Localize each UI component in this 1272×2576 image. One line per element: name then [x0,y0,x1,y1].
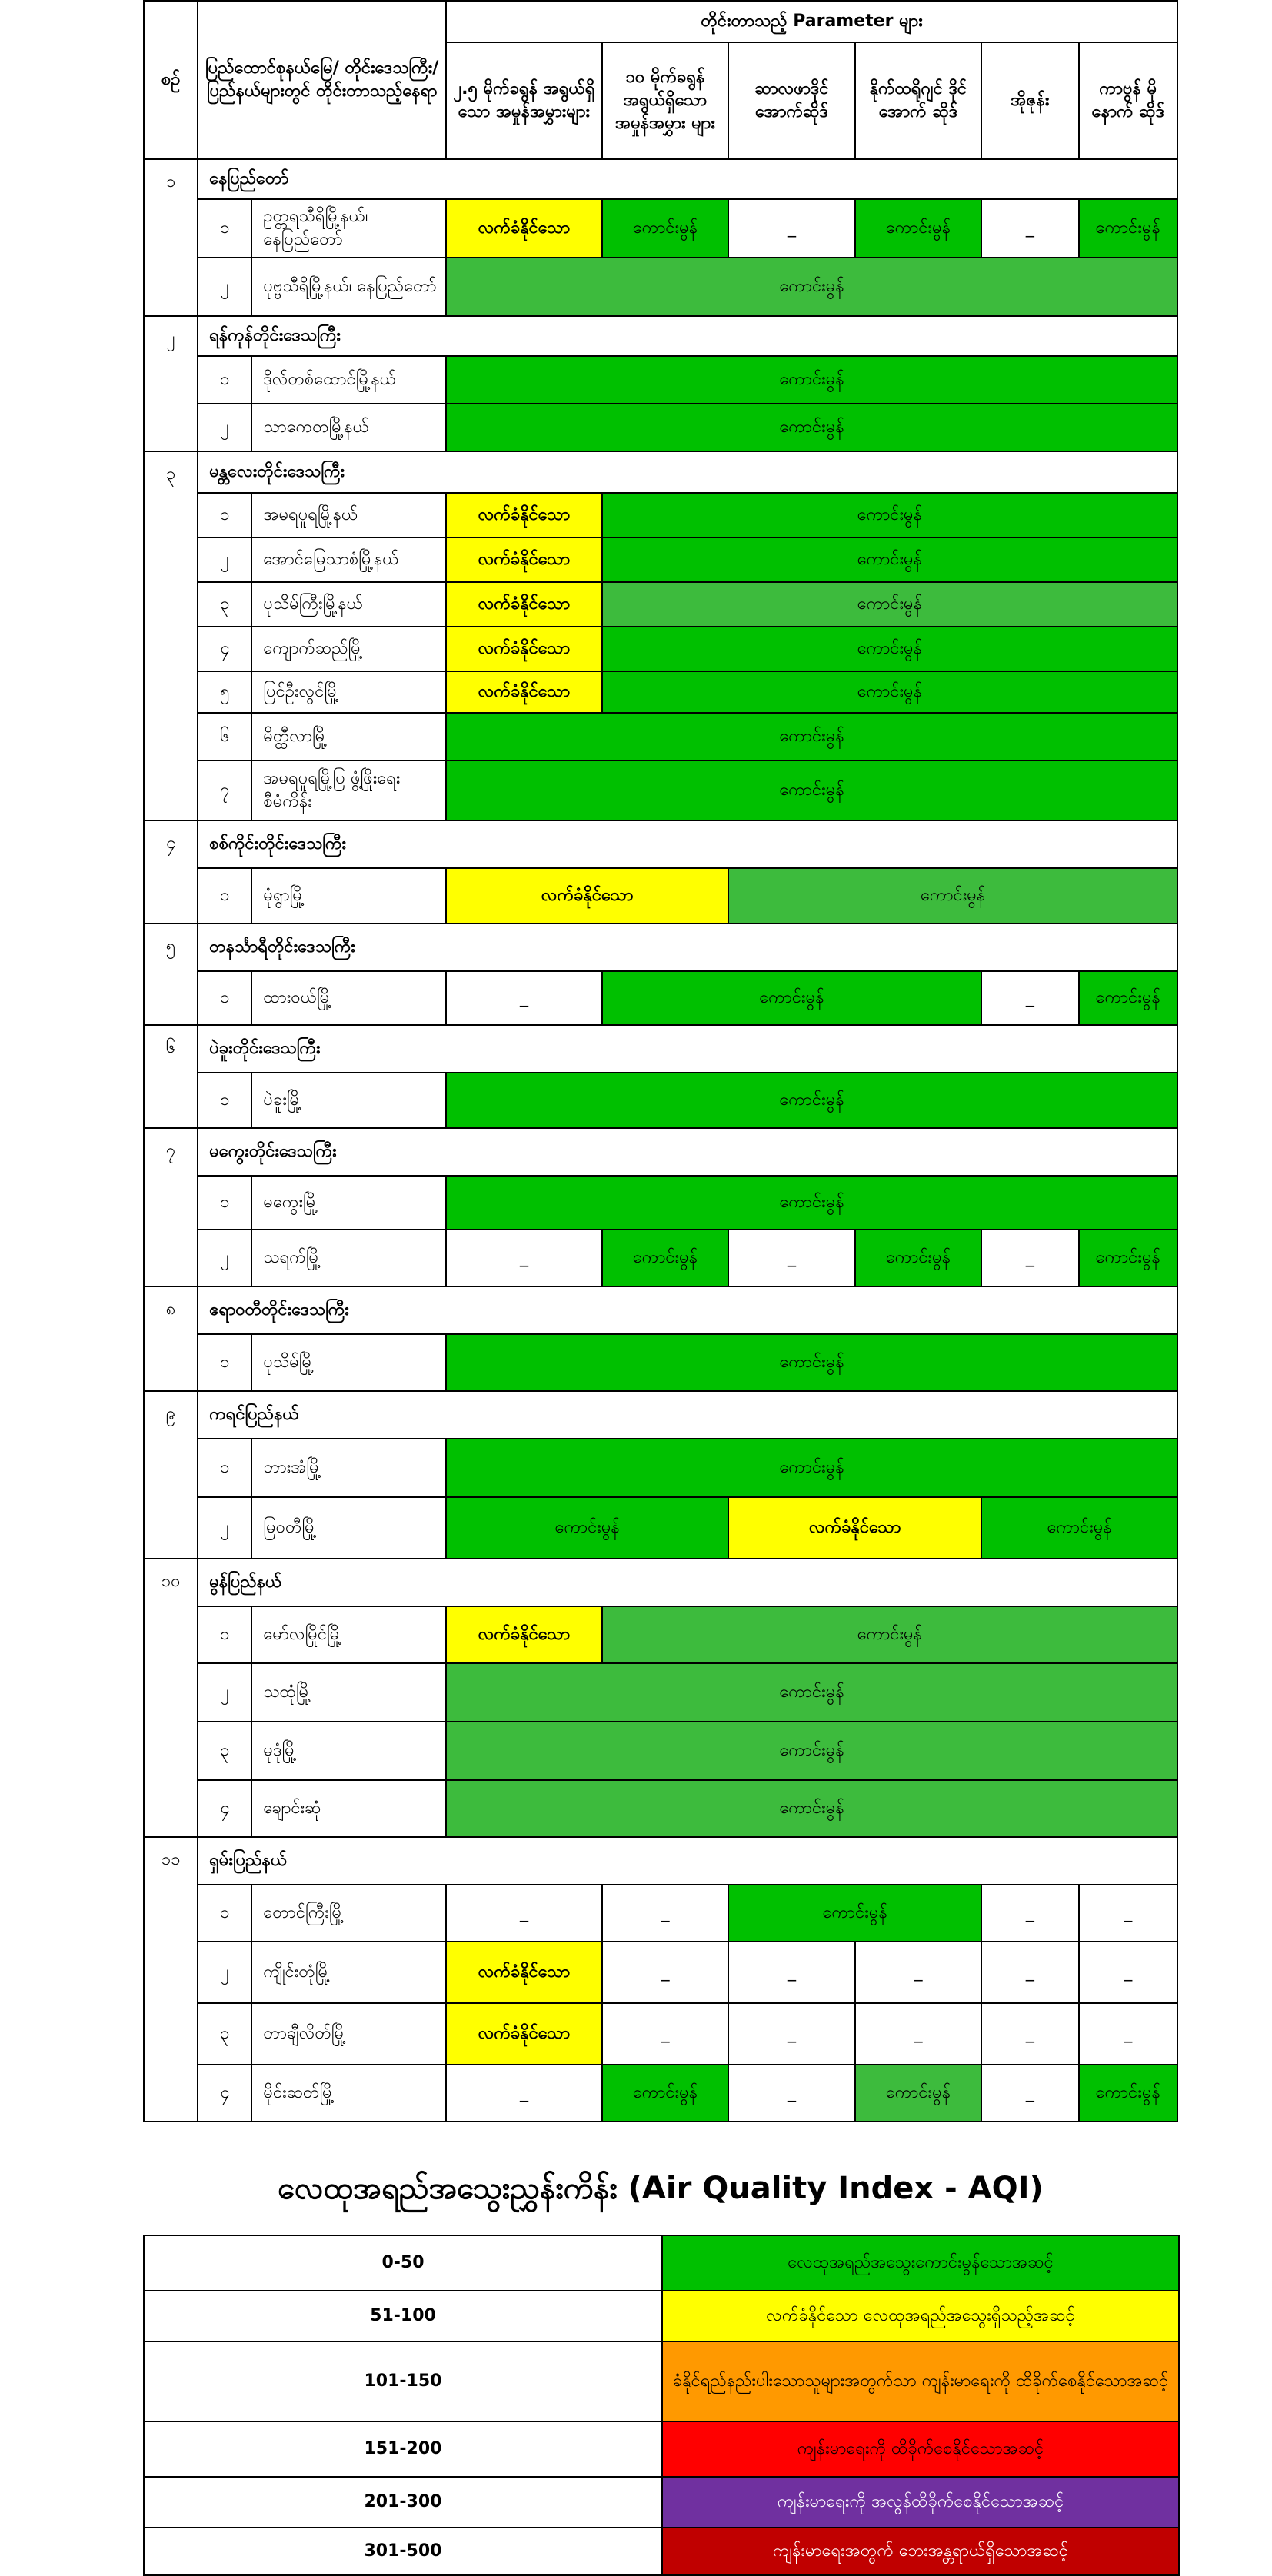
value-cell: လက်ခံနိုင်သော [446,868,728,924]
site-no: ၁ [198,1439,251,1497]
aqi-range: 301-500 [144,2528,662,2575]
site-name: တာချီလိတ်မြို့ [251,2003,446,2065]
value-cell: _ [602,1942,728,2003]
site-no: ၄ [198,1780,251,1837]
aqi-description: လက်ခံနိုင်သော လေထုအရည်အသွေးရှိသည့်အဆင့် [662,2291,1179,2341]
table-row [144,2003,1177,2065]
table-row [144,1334,1177,1391]
value-cell: ကောင်းမွန် [728,1885,981,1942]
table-row [144,1606,1177,1663]
region-name: စစ်ကိုင်းတိုင်းဒေသကြီး [198,820,1177,868]
value-cell: ကောင်းမွန် [446,258,1177,316]
site-name: မိတ္ထီလာမြို့ [251,713,446,760]
value-cell: ကောင်းမွန် [602,2065,728,2122]
aqi-row [144,2421,1179,2477]
site-name: မုံရွာမြို့ [251,868,446,924]
value-cell: _ [1079,1885,1177,1942]
value-cell: ကောင်းမွန် [1079,2065,1177,2122]
table-row [144,1439,1177,1497]
site-name: အမရပူရမြို့နယ် [251,493,446,537]
region-no: ၉ [144,1391,198,1559]
aqi-row [144,2528,1179,2575]
param-ozone: အိုဇုန်း [981,42,1078,159]
site-name: မြဝတီမြို့ [251,1497,446,1559]
air-quality-table [143,0,1178,2122]
site-no: ၃ [198,582,251,627]
aqi-title: လေထုအရည်အသွေးညွှန်းကိန်း (Air Quality Index - AQI) [278,2171,1044,2206]
region-no: ၆ [144,1025,198,1128]
site-no: ၁ [198,1334,251,1391]
aqi-description: ကျန်းမာရေးကို အလွန်ထိခိုက်စေနိုင်သောအဆင့် [662,2477,1179,2528]
site-name: မော်လမြိုင်မြို့ [251,1606,446,1663]
param-co: ကာဗွန် မိုနောက် ဆိုဒ် [1079,42,1177,159]
value-cell: _ [981,1230,1078,1286]
site-no: ၄ [198,2065,251,2122]
value-cell: ကောင်းမွန် [446,1073,1177,1128]
region-name: ကရင်ပြည်နယ် [198,1391,1177,1439]
site-no: ၁ [198,356,251,404]
region-name: မကွေးတိုင်းဒေသကြီး [198,1128,1177,1176]
value-cell: ကောင်းမွန် [446,404,1177,451]
value-cell: _ [1079,2003,1177,2065]
value-cell: _ [981,2003,1078,2065]
region-no: ၂ [144,316,198,451]
value-cell: လက်ခံနိုင်သော [446,582,602,627]
value-cell: _ [981,1885,1078,1942]
site-name: ထားဝယ်မြို့ [251,971,446,1025]
site-name: မိုင်းဆတ်မြို့ [251,2065,446,2122]
param-no2: နိုက်ထရိုဂျင် ဒိုင်အောက် ဆိုဒ် [855,42,981,159]
value-cell: ကောင်းမွန် [446,1722,1177,1780]
site-name: ပဲခူးမြို့ [251,1073,446,1128]
region-no: ၁၀ [144,1559,198,1837]
value-cell: ကောင်းမွန် [446,1497,728,1559]
col-header-no: စဉ် [144,1,198,159]
site-no: ၃ [198,2003,251,2065]
site-no: ၃ [198,1722,251,1780]
value-cell: _ [728,2065,854,2122]
aqi-row [144,2291,1179,2341]
region-no: ၇ [144,1128,198,1286]
table-row [144,671,1177,713]
site-no: ၁ [198,1606,251,1663]
value-cell: _ [981,199,1078,258]
aqi-range: 51-100 [144,2291,662,2341]
site-name: ပုဗ္ဗသီရိမြို့နယ်၊ နေပြည်တော် [251,258,446,316]
value-cell: လက်ခံနိုင်သော [446,537,602,582]
region-name: နေပြည်တော် [198,159,1177,199]
value-cell: _ [728,1230,854,1286]
table-row [144,1780,1177,1837]
value-cell: _ [728,1942,854,2003]
value-cell: ကောင်းမွန် [855,199,981,258]
site-no: ၂ [198,537,251,582]
value-cell: လက်ခံနိုင်သော [446,627,602,671]
value-cell: ကောင်းမွန် [1079,1230,1177,1286]
value-cell: ကောင်းမွန် [446,760,1177,820]
region-name: မွန်ပြည်နယ် [198,1559,1177,1606]
aqi-description: ကျန်းမာရေးကို ထိခိုက်စေနိုင်သောအဆင့် [662,2421,1179,2477]
aqi-row [144,2341,1179,2421]
aqi-row [144,2477,1179,2528]
value-cell: _ [855,1942,981,2003]
site-name: ကျောက်ဆည်မြို့ [251,627,446,671]
value-cell: ကောင်းမွန် [602,199,728,258]
table-row [144,1497,1177,1559]
value-cell: ကောင်းမွန် [446,713,1177,760]
site-no: ၁ [198,971,251,1025]
value-cell: လက်ခံနိုင်သော [446,199,602,258]
site-no: ၁ [198,868,251,924]
site-name: ပြင်ဦးလွင်မြို့ [251,671,446,713]
region-name: ရန်ကုန်တိုင်းဒေသကြီး [198,316,1177,356]
aqi-legend-table [143,2235,1180,2576]
value-cell: ကောင်းမွန် [602,493,1177,537]
param-pm10: ၁၀ မိုက်ခရွန် အရွယ်ရှိသော အမှုန်အမွှား များ [602,42,728,159]
table-row [144,713,1177,760]
col-header-params: တိုင်းတာသည့် Parameter များ [446,1,1177,42]
aqi-range: 201-300 [144,2477,662,2528]
table-row [144,258,1177,316]
param-pm25: ၂.၅ မိုက်ခရွန် အရွယ်ရှိသော အမှုန်အမွှားများ [446,42,602,159]
value-cell: လက်ခံနိုင်သော [446,1606,602,1663]
site-no: ၂ [198,1230,251,1286]
value-cell: ကောင်းမွန် [446,1439,1177,1497]
aqi-range: 151-200 [144,2421,662,2477]
value-cell: ကောင်းမွန် [446,1663,1177,1722]
site-name: သာကေတမြို့နယ် [251,404,446,451]
aqi-description: လေထုအရည်အသွေးကောင်းမွန်သောအဆင့် [662,2235,1179,2291]
value-cell: လက်ခံနိုင်သော [446,2003,602,2065]
site-no: ၂ [198,258,251,316]
value-cell: _ [981,2065,1078,2122]
value-cell: ကောင်းမွန် [855,2065,981,2122]
site-no: ၂ [198,1497,251,1559]
value-cell: ကောင်းမွန် [446,1780,1177,1837]
value-cell: ကောင်းမွန် [855,1230,981,1286]
region-name: ဧရာဝတီတိုင်းဒေသကြီး [198,1286,1177,1334]
value-cell: _ [1079,1942,1177,2003]
value-cell: ကောင်းမွန် [1079,199,1177,258]
value-cell: ကောင်းမွန် [602,627,1177,671]
table-row [144,582,1177,627]
table-row [144,199,1177,258]
site-no: ၁ [198,1176,251,1230]
region-name: ရှမ်းပြည်နယ် [198,1837,1177,1885]
site-no: ၁ [198,493,251,537]
value-cell: ကောင်းမွန် [728,868,1177,924]
col-header-location: ပြည်ထောင်စုနယ်မြေ/ တိုင်းဒေသကြီး/ ပြည်နယ်များတွင် တိုင်းတာသည့်နေရာ [198,1,446,159]
table-row [144,1885,1177,1942]
value-cell: ကောင်းမွန် [981,1497,1177,1559]
table-row [144,627,1177,671]
site-no: ၁ [198,1073,251,1128]
value-cell: _ [602,2003,728,2065]
site-name: ဘားအံမြို့ [251,1439,446,1497]
value-cell: ကောင်းမွန် [446,1334,1177,1391]
value-cell: လက်ခံနိုင်သော [728,1497,981,1559]
value-cell: _ [981,971,1078,1025]
region-no: ၁၁ [144,1837,198,2122]
site-name: ဥတ္တရသီရိမြို့နယ်၊ နေပြည်တော် [251,199,446,258]
region-no: ၄ [144,820,198,924]
region-name: တနင်္သာရီတိုင်းဒေသကြီး [198,924,1177,971]
region-no: ၃ [144,451,198,820]
table-row [144,404,1177,451]
table-row [144,1942,1177,2003]
region-no: ၈ [144,1286,198,1391]
table-row [144,1073,1177,1128]
site-name: ကျိုင်းတုံမြို့ [251,1942,446,2003]
aqi-description: ခံနိုင်ရည်နည်းပါးသောသူများအတွက်သာ ကျန်းမာရေးကို ထိခိုက်စေနိုင်သောအဆင့် [662,2341,1179,2421]
site-name: မုဒုံမြို့ [251,1722,446,1780]
site-no: ၆ [198,713,251,760]
table-row [144,2065,1177,2122]
site-name: သရက်မြို့ [251,1230,446,1286]
site-no: ၁ [198,1885,251,1942]
site-name: မကွေးမြို့ [251,1176,446,1230]
table-row [144,868,1177,924]
param-so2: ဆာလဖာဒိုင် အောက်ဆိုဒ် [728,42,854,159]
value-cell: _ [728,199,854,258]
value-cell: ကောင်းမွန် [446,1176,1177,1230]
aqi-description: ကျန်းမာရေးအတွက် ဘေးအန္တရာယ်ရှိသောအဆင့် [662,2528,1179,2575]
value-cell: လက်ခံနိုင်သော [446,493,602,537]
site-no: ၂ [198,1942,251,2003]
value-cell: ကောင်းမွန် [446,356,1177,404]
value-cell: _ [446,2065,602,2122]
region-name: မန္တလေးတိုင်းဒေသကြီး [198,451,1177,493]
table-row [144,1176,1177,1230]
site-name: အောင်မြေသာစံမြို့နယ် [251,537,446,582]
site-no: ၇ [198,760,251,820]
table-row [144,537,1177,582]
value-cell: ကောင်းမွန် [602,582,1177,627]
value-cell: _ [446,971,602,1025]
site-name: ပုသိမ်ကြီးမြို့နယ် [251,582,446,627]
site-no: ၅ [198,671,251,713]
region-no: ၅ [144,924,198,1025]
value-cell: _ [446,1230,602,1286]
aqi-row [144,2235,1179,2291]
table-row [144,493,1177,537]
value-cell: လက်ခံနိုင်သော [446,1942,602,2003]
value-cell: ကောင်းမွန် [602,537,1177,582]
table-row [144,356,1177,404]
site-name: တောင်ကြီးမြို့ [251,1885,446,1942]
table-row [144,1230,1177,1286]
site-name: အမရပူရမြို့ပြ ဖွံ့ဖြိုးရေးစီမံကိန်း [251,760,446,820]
site-no: ၂ [198,1663,251,1722]
value-cell: _ [981,1942,1078,2003]
aqi-range: 101-150 [144,2341,662,2421]
site-name: ပုသိမ်မြို့ [251,1334,446,1391]
site-no: ၄ [198,627,251,671]
table-row [144,760,1177,820]
value-cell: ကောင်းမွန် [602,971,981,1025]
site-name: သထုံမြို့ [251,1663,446,1722]
value-cell: ကောင်းမွန် [602,1606,1177,1663]
value-cell: ကောင်းမွန် [602,1230,728,1286]
table-row [144,971,1177,1025]
value-cell: လက်ခံနိုင်သော [446,671,602,713]
value-cell: ကောင်းမွန် [1079,971,1177,1025]
region-name: ပဲခူးတိုင်းဒေသကြီး [198,1025,1177,1073]
value-cell: _ [855,2003,981,2065]
value-cell: _ [728,2003,854,2065]
table-row [144,1722,1177,1780]
aqi-range: 0-50 [144,2235,662,2291]
site-name: ဒိုလ်တစ်ထောင်မြို့နယ် [251,356,446,404]
value-cell: _ [602,1885,728,1942]
table-row [144,1663,1177,1722]
value-cell: ကောင်းမွန် [602,671,1177,713]
region-no: ၁ [144,159,198,316]
site-name: ချောင်းဆုံ [251,1780,446,1837]
site-no: ၂ [198,404,251,451]
value-cell: _ [446,1885,602,1942]
site-no: ၁ [198,199,251,258]
